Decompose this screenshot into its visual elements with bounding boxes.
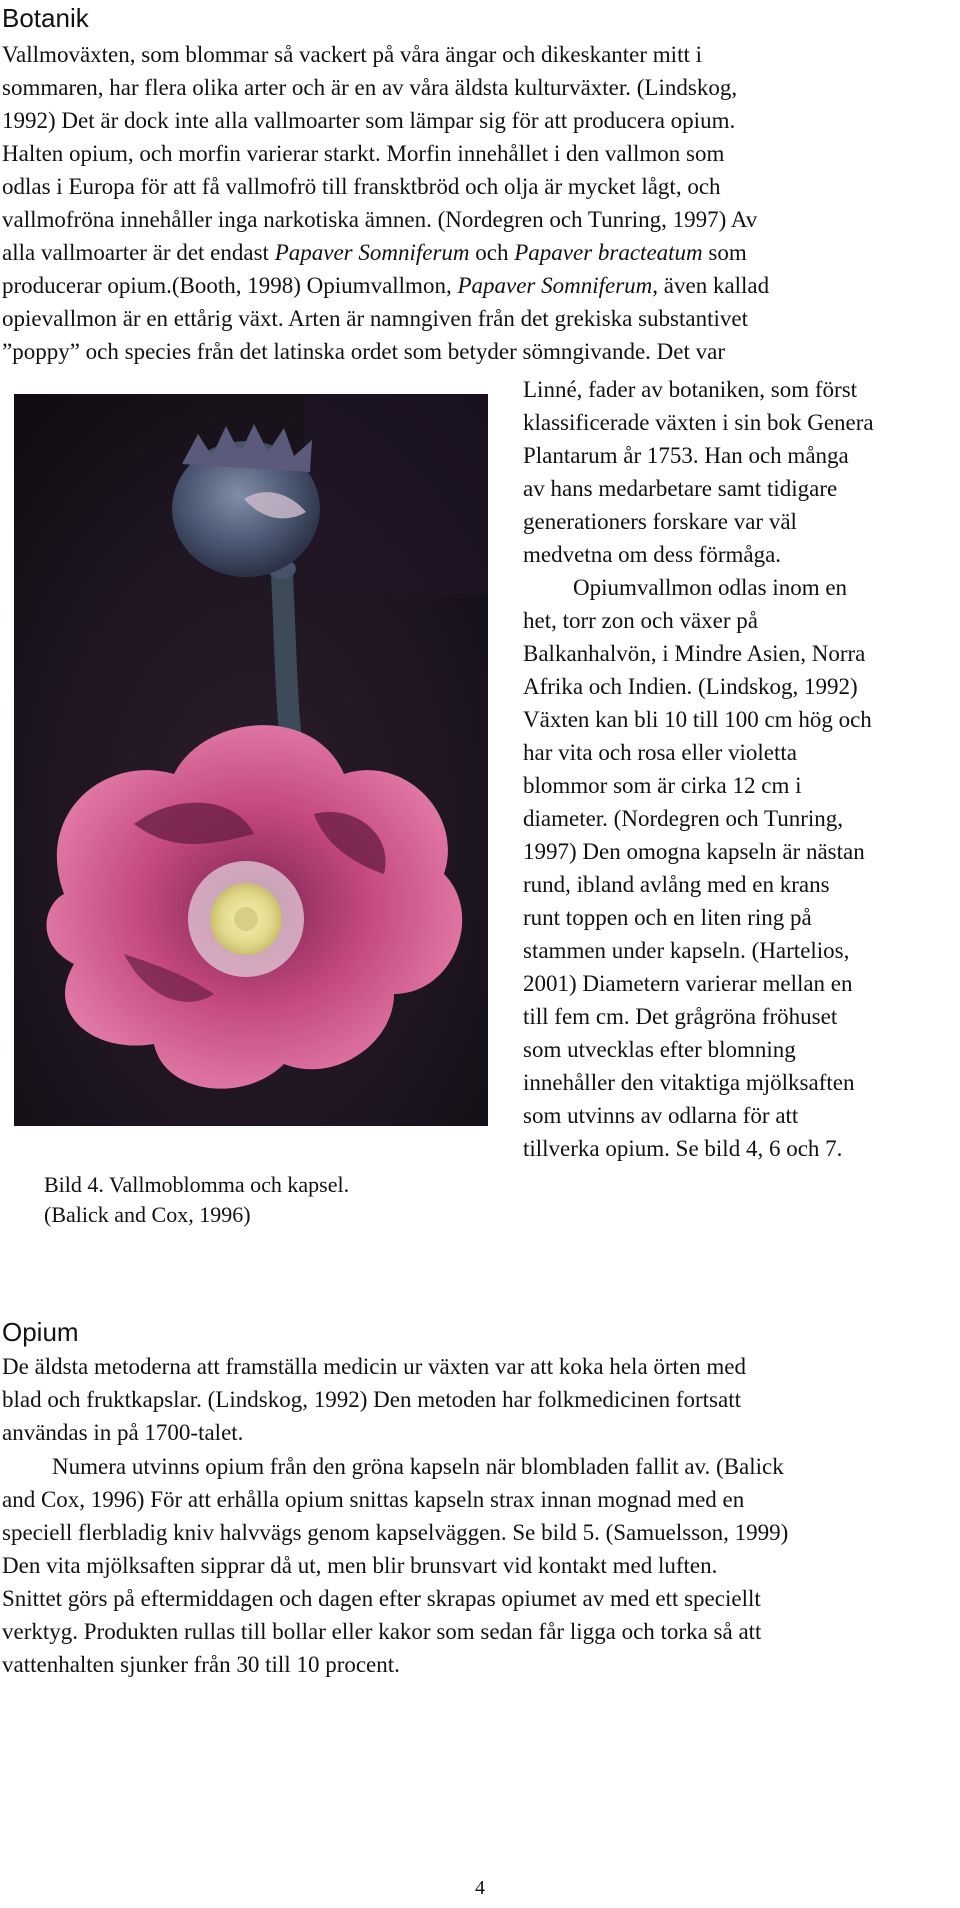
text-line: till fem cm. Det grågröna fröhuset — [523, 1004, 838, 1029]
text-line: De äldsta metoderna att framställa medicin ur växten var att koka hela örten med — [2, 1354, 747, 1379]
text-line: runt toppen och en liten ring på — [523, 905, 812, 930]
text-line: har vita och rosa eller violetta — [523, 740, 797, 765]
text-line: medvetna om dess förmåga. — [523, 542, 782, 567]
botanik-paragraph — [2, 38, 952, 368]
text-line: blad och fruktkapslar. (Lindskog, 1992) Den metoden har folkmedicinen fortsatt — [2, 1387, 741, 1412]
text-line: Snittet görs på eftermiddagen och dagen efter skrapas opiumet av med ett speciellt — [2, 1586, 761, 1611]
text-line: Den vita mjölksaften sipprar då ut, men blir brunsvart vid kontakt med luften. — [2, 1553, 718, 1578]
text-line: tillverka opium. Se bild 4, 6 och 7. — [523, 1136, 843, 1161]
text-line: som utvinns av odlarna för att — [523, 1103, 799, 1128]
text-line: användas in på 1700-talet. — [2, 1420, 244, 1445]
text-run: alla vallmoarter är det endast — [2, 240, 269, 265]
section-heading-opium: Opium — [2, 1317, 79, 1347]
page-number: 4 — [475, 1877, 485, 1899]
text-run: som — [708, 240, 747, 265]
text-line: av hans medarbetare samt tidigare — [523, 476, 838, 501]
text-run: , även kallad — [652, 273, 770, 298]
text-line: klassificerade växten i sin bok Genera — [523, 410, 874, 435]
text-line: rund, ibland avlång med en krans — [523, 872, 830, 897]
text-line: odlas i Europa för att få vallmofrö till fransktbröd och olja är mycket lågt, och — [2, 174, 721, 199]
text-line: Linné, fader av botaniken, som först — [523, 377, 858, 402]
text-line: blommor som är cirka 12 cm i — [523, 773, 802, 798]
caption-line: Bild 4. Vallmoblomma och kapsel. — [44, 1172, 350, 1197]
text-line: innehåller den vitaktiga mjölksaften — [523, 1070, 855, 1095]
text-line: 1992) Det är dock inte alla vallmoarter som lämpar sig för att producera opium. — [2, 108, 736, 133]
text-line: Numera utvinns opium från den gröna kapseln när blombladen fallit av. (Balick — [52, 1454, 784, 1479]
text-line: vallmofröna innehåller inga narkotiska ämnen. (Nordegren och Tunring, 1997) Av — [2, 207, 758, 232]
text-line: 2001) Diametern varierar mellan en — [523, 971, 853, 996]
text-line: Balkanhalvön, i Mindre Asien, Norra — [523, 641, 866, 666]
text-line — [2, 236, 952, 269]
text-run: producerar opium.(Booth, 1998) Opiumvallmon, — [2, 273, 452, 298]
text-line: diameter. (Nordegren och Tunring, — [523, 806, 844, 831]
text-line: Afrika och Indien. (Lindskog, 1992) — [523, 674, 858, 699]
opium-paragraph-2 — [2, 1450, 952, 1681]
section-heading-botanik: Botanik — [2, 3, 89, 33]
text-line: Opiumvallmon odlas inom en — [573, 575, 848, 600]
text-line: Halten opium, och morfin varierar starkt. Morfin innehållet i den vallmon som — [2, 141, 725, 166]
text-line: opievallmon är en ettårig växt. Arten är namngiven från det grekiska substantivet — [2, 306, 748, 331]
text-line — [2, 269, 952, 302]
text-line: Plantarum år 1753. Han och många — [523, 443, 849, 468]
text-line: and Cox, 1996) För att erhålla opium snittas kapseln strax innan mognad med en — [2, 1487, 745, 1512]
species-name: Papaver bracteatum — [514, 240, 703, 265]
text-line: ”poppy” och species från det latinska ordet som betyder sömngivande. Det var — [2, 339, 725, 364]
text-run: och — [475, 240, 509, 265]
species-name: Papaver Somniferum — [457, 273, 653, 298]
text-line: 1997) Den omogna kapseln är nästan — [523, 839, 865, 864]
text-line: generationers forskare var väl — [523, 509, 797, 534]
text-line: Växten kan bli 10 till 100 cm hög och — [523, 707, 872, 732]
text-line: Vallmoväxten, som blommar så vackert på våra ängar och dikeskanter mitt i — [2, 42, 702, 67]
poppy-photo — [14, 394, 488, 1126]
figure-caption — [44, 1170, 349, 1230]
text-line: verktyg. Produkten rullas till bollar eller kakor som sedan får ligga och torka så att — [2, 1619, 762, 1644]
text-line: vattenhalten sjunker från 30 till 10 procent. — [2, 1652, 400, 1677]
text-line: stammen under kapseln. (Hartelios, — [523, 938, 850, 963]
caption-line: (Balick and Cox, 1996) — [44, 1202, 251, 1227]
text-line: som utvecklas efter blomning — [523, 1037, 796, 1062]
text-line: speciell flerbladig kniv halvvägs genom kapselväggen. Se bild 5. (Samuelsson, 1999) — [2, 1520, 789, 1545]
text-line: het, torr zon och växer på — [523, 608, 759, 633]
right-column-text — [523, 373, 955, 1165]
opium-paragraph-1 — [2, 1350, 952, 1449]
text-line: sommaren, har flera olika arter och är en av våra äldsta kulturväxter. (Lindskog, — [2, 75, 738, 100]
species-name: Papaver Somniferum — [274, 240, 470, 265]
